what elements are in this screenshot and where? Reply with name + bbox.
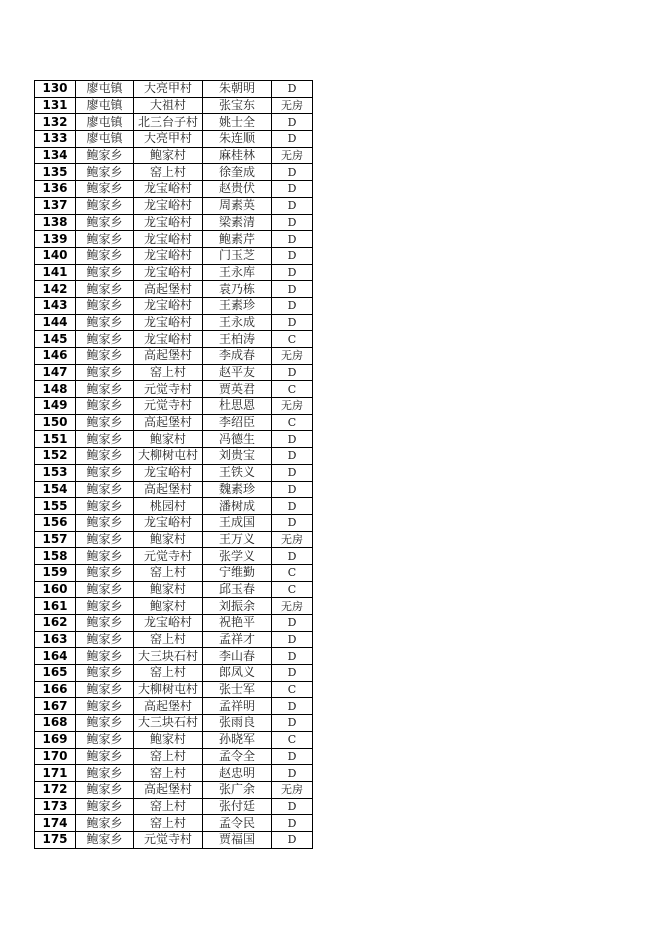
person-name-cell[interactable]: 李山春 xyxy=(203,648,272,665)
row-number-cell[interactable]: 138 xyxy=(35,214,76,231)
grade-cell[interactable]: D xyxy=(287,666,297,680)
grade-cell[interactable]: D xyxy=(287,833,297,847)
town-cell[interactable]: 鲍家乡 xyxy=(76,831,134,848)
row-number-cell[interactable]: 175 xyxy=(35,831,76,848)
table-row xyxy=(35,481,313,498)
grade-cell[interactable]: D xyxy=(287,232,297,246)
town-cell[interactable]: 鲍家乡 xyxy=(76,281,134,298)
row-number-cell[interactable]: 160 xyxy=(35,581,76,598)
table-row xyxy=(35,631,313,648)
town-cell[interactable]: 鲍家乡 xyxy=(76,615,134,632)
grade-cell[interactable]: 无房 xyxy=(281,532,303,546)
village-cell[interactable]: 龙宝峪村 xyxy=(134,247,203,264)
table-row xyxy=(35,414,313,431)
grade-cell[interactable]: C xyxy=(287,582,297,596)
row-number-cell[interactable]: 133 xyxy=(35,131,76,148)
village-cell[interactable]: 窑上村 xyxy=(134,564,203,581)
village-cell[interactable]: 大亮甲村 xyxy=(134,131,203,148)
table-row xyxy=(35,731,313,748)
grade-cell[interactable]: D xyxy=(287,115,297,129)
village-cell[interactable]: 元觉寺村 xyxy=(134,381,203,398)
person-name-cell[interactable]: 徐奎成 xyxy=(203,164,272,181)
town-cell[interactable]: 鲍家乡 xyxy=(76,164,134,181)
person-name-cell[interactable]: 朱朝明 xyxy=(203,81,272,98)
town-cell[interactable]: 鲍家乡 xyxy=(76,815,134,832)
person-name-cell[interactable]: 张士军 xyxy=(203,681,272,698)
table-row xyxy=(35,97,313,114)
town-cell[interactable]: 鲍家乡 xyxy=(76,297,134,314)
table-row xyxy=(35,381,313,398)
table-row xyxy=(35,831,313,848)
row-number-cell[interactable]: 169 xyxy=(35,731,76,748)
row-number-cell[interactable]: 140 xyxy=(35,247,76,264)
table-row xyxy=(35,348,313,365)
grade-cell[interactable]: 无房 xyxy=(281,599,303,613)
town-cell[interactable]: 鲍家乡 xyxy=(76,364,134,381)
table-row xyxy=(35,131,313,148)
village-cell[interactable]: 大亮甲村 xyxy=(134,81,203,98)
grade-cell[interactable]: D xyxy=(287,716,297,730)
person-name-cell[interactable]: 郎凤义 xyxy=(203,665,272,682)
table-row xyxy=(35,698,313,715)
person-name-cell[interactable]: 冯德生 xyxy=(203,431,272,448)
table-row xyxy=(35,665,313,682)
village-cell[interactable]: 龙宝峪村 xyxy=(134,264,203,281)
person-name-cell[interactable]: 王成国 xyxy=(203,514,272,531)
person-name-cell[interactable]: 李绍臣 xyxy=(203,414,272,431)
town-cell[interactable]: 廖屯镇 xyxy=(76,97,134,114)
row-number-cell[interactable]: 165 xyxy=(35,665,76,682)
row-number-cell[interactable]: 159 xyxy=(35,564,76,581)
table-row xyxy=(35,564,313,581)
row-number-cell[interactable]: 147 xyxy=(35,364,76,381)
town-cell[interactable]: 鲍家乡 xyxy=(76,731,134,748)
village-cell[interactable]: 鲍家村 xyxy=(134,431,203,448)
spreadsheet-table xyxy=(34,80,313,849)
grade-cell[interactable]: D xyxy=(287,165,297,179)
village-cell[interactable]: 鲍家村 xyxy=(134,731,203,748)
town-cell[interactable]: 鲍家乡 xyxy=(76,431,134,448)
village-cell[interactable]: 窑上村 xyxy=(134,798,203,815)
row-number-cell[interactable]: 168 xyxy=(35,715,76,732)
table-row xyxy=(35,514,313,531)
town-cell[interactable]: 鲍家乡 xyxy=(76,414,134,431)
table-row xyxy=(35,197,313,214)
person-name-cell[interactable]: 杜思恩 xyxy=(203,398,272,415)
row-number-cell[interactable]: 145 xyxy=(35,331,76,348)
person-name-cell[interactable]: 孟祥才 xyxy=(203,631,272,648)
village-cell[interactable]: 窑上村 xyxy=(134,765,203,782)
table-row xyxy=(35,81,313,98)
town-cell[interactable]: 鲍家乡 xyxy=(76,681,134,698)
person-name-cell[interactable]: 赵平友 xyxy=(203,364,272,381)
table-row xyxy=(35,765,313,782)
row-number-cell[interactable]: 130 xyxy=(35,81,76,98)
grade-cell[interactable]: 无房 xyxy=(281,149,303,163)
table-row xyxy=(35,314,313,331)
village-cell[interactable]: 高起堡村 xyxy=(134,781,203,798)
grade-cell[interactable]: D xyxy=(287,633,297,647)
table-row xyxy=(35,431,313,448)
person-name-cell[interactable]: 贾福国 xyxy=(203,831,272,848)
grade-cell[interactable]: D xyxy=(287,299,297,313)
row-number-cell[interactable]: 143 xyxy=(35,297,76,314)
person-name-cell[interactable]: 王铁义 xyxy=(203,464,272,481)
person-name-cell[interactable]: 潘树成 xyxy=(203,498,272,515)
person-name-cell[interactable]: 张付廷 xyxy=(203,798,272,815)
table-row xyxy=(35,247,313,264)
row-number-cell[interactable]: 132 xyxy=(35,114,76,131)
table-row xyxy=(35,331,313,348)
person-name-cell[interactable]: 王永成 xyxy=(203,314,272,331)
grade-cell[interactable]: D xyxy=(287,649,297,663)
person-name-cell[interactable]: 王柏涛 xyxy=(203,331,272,348)
table-row xyxy=(35,648,313,665)
town-cell[interactable]: 鲍家乡 xyxy=(76,498,134,515)
village-cell[interactable]: 大祖村 xyxy=(134,97,203,114)
town-cell[interactable]: 鲍家乡 xyxy=(76,648,134,665)
person-name-cell[interactable]: 鲍素芹 xyxy=(203,231,272,248)
grade-cell[interactable]: 无房 xyxy=(281,99,303,113)
village-cell[interactable]: 鲍家村 xyxy=(134,581,203,598)
village-cell[interactable]: 龙宝峪村 xyxy=(134,297,203,314)
row-number-cell[interactable]: 144 xyxy=(35,314,76,331)
town-cell[interactable]: 鲍家乡 xyxy=(76,514,134,531)
row-number-cell[interactable]: 148 xyxy=(35,381,76,398)
person-name-cell[interactable]: 贾英君 xyxy=(203,381,272,398)
table-row xyxy=(35,615,313,632)
grade-cell[interactable]: D xyxy=(287,699,297,713)
row-number-cell[interactable]: 172 xyxy=(35,781,76,798)
person-name-cell[interactable]: 朱连顺 xyxy=(203,131,272,148)
village-cell[interactable]: 窑上村 xyxy=(134,631,203,648)
village-cell[interactable]: 大三块石村 xyxy=(134,715,203,732)
grade-cell[interactable]: D xyxy=(287,132,297,146)
grade-cell[interactable]: D xyxy=(287,516,297,530)
village-cell[interactable]: 龙宝峪村 xyxy=(134,615,203,632)
person-name-cell[interactable]: 魏素珍 xyxy=(203,481,272,498)
village-cell[interactable]: 龙宝峪村 xyxy=(134,231,203,248)
village-cell[interactable]: 窑上村 xyxy=(134,815,203,832)
table-row xyxy=(35,264,313,281)
grade-cell[interactable]: C xyxy=(287,416,297,430)
grade-cell[interactable]: D xyxy=(287,199,297,213)
table-row xyxy=(35,181,313,198)
grade-cell[interactable]: D xyxy=(287,265,297,279)
town-cell[interactable]: 鲍家乡 xyxy=(76,481,134,498)
grade-cell[interactable]: D xyxy=(287,616,297,630)
table-row xyxy=(35,281,313,298)
person-name-cell[interactable]: 王永库 xyxy=(203,264,272,281)
row-number-cell[interactable]: 167 xyxy=(35,698,76,715)
town-cell[interactable]: 鲍家乡 xyxy=(76,665,134,682)
village-cell[interactable]: 鲍家村 xyxy=(134,598,203,615)
row-number-cell[interactable]: 153 xyxy=(35,464,76,481)
village-cell[interactable]: 窑上村 xyxy=(134,364,203,381)
table-row xyxy=(35,531,313,548)
person-name-cell[interactable]: 李成春 xyxy=(203,348,272,365)
table-row xyxy=(35,297,313,314)
grade-cell[interactable]: D xyxy=(287,466,297,480)
town-cell[interactable]: 鲍家乡 xyxy=(76,781,134,798)
person-name-cell[interactable]: 梁素清 xyxy=(203,214,272,231)
person-name-cell[interactable]: 祝艳平 xyxy=(203,615,272,632)
town-cell[interactable]: 鲍家乡 xyxy=(76,631,134,648)
row-number-cell[interactable]: 146 xyxy=(35,348,76,365)
village-cell[interactable]: 鲍家村 xyxy=(134,147,203,164)
table-row xyxy=(35,581,313,598)
grade-cell[interactable]: D xyxy=(287,282,297,296)
person-name-cell[interactable]: 周素英 xyxy=(203,197,272,214)
person-name-cell[interactable]: 孟令全 xyxy=(203,748,272,765)
person-name-cell[interactable]: 张广余 xyxy=(203,781,272,798)
town-cell[interactable]: 鲍家乡 xyxy=(76,264,134,281)
town-cell[interactable]: 鲍家乡 xyxy=(76,247,134,264)
person-name-cell[interactable]: 袁乃栋 xyxy=(203,281,272,298)
town-cell[interactable]: 鲍家乡 xyxy=(76,381,134,398)
person-name-cell[interactable]: 邱玉春 xyxy=(203,581,272,598)
village-cell[interactable]: 北三台子村 xyxy=(134,114,203,131)
table-row xyxy=(35,364,313,381)
village-cell[interactable]: 窑上村 xyxy=(134,164,203,181)
table-row xyxy=(35,598,313,615)
village-cell[interactable]: 鲍家村 xyxy=(134,531,203,548)
row-number-cell[interactable]: 158 xyxy=(35,548,76,565)
town-cell[interactable]: 鲍家乡 xyxy=(76,798,134,815)
person-name-cell[interactable]: 王万义 xyxy=(203,531,272,548)
table-row xyxy=(35,214,313,231)
person-name-cell[interactable]: 赵忠明 xyxy=(203,765,272,782)
town-cell[interactable]: 鲍家乡 xyxy=(76,348,134,365)
grade-cell[interactable]: D xyxy=(287,449,297,463)
grade-cell[interactable]: D xyxy=(287,549,297,563)
table-row xyxy=(35,798,313,815)
person-name-cell[interactable]: 孙晓军 xyxy=(203,731,272,748)
row-number-cell[interactable]: 139 xyxy=(35,231,76,248)
village-cell[interactable]: 大三块石村 xyxy=(134,648,203,665)
village-cell[interactable]: 龙宝峪村 xyxy=(134,514,203,531)
table-row xyxy=(35,164,313,181)
grade-cell[interactable]: C xyxy=(287,332,297,346)
town-cell[interactable]: 鲍家乡 xyxy=(76,765,134,782)
table-row xyxy=(35,715,313,732)
row-number-cell[interactable]: 162 xyxy=(35,615,76,632)
table-row xyxy=(35,231,313,248)
row-number-cell[interactable]: 151 xyxy=(35,431,76,448)
grade-cell[interactable]: D xyxy=(287,499,297,513)
town-cell[interactable]: 鲍家乡 xyxy=(76,448,134,465)
grade-cell[interactable]: 无房 xyxy=(281,783,303,797)
table-row xyxy=(35,448,313,465)
town-cell[interactable]: 鲍家乡 xyxy=(76,197,134,214)
person-name-cell[interactable]: 刘振余 xyxy=(203,598,272,615)
town-cell[interactable]: 鲍家乡 xyxy=(76,331,134,348)
table-row xyxy=(35,498,313,515)
town-cell[interactable]: 鲍家乡 xyxy=(76,231,134,248)
village-cell[interactable]: 窑上村 xyxy=(134,665,203,682)
grade-cell[interactable]: D xyxy=(287,816,297,830)
village-cell[interactable]: 龙宝峪村 xyxy=(134,314,203,331)
grade-cell[interactable]: D xyxy=(287,82,297,96)
grade-cell[interactable]: D xyxy=(287,366,297,380)
village-cell[interactable]: 高起堡村 xyxy=(134,698,203,715)
table-row xyxy=(35,464,313,481)
grade-cell[interactable]: D xyxy=(287,315,297,329)
grade-cell[interactable]: D xyxy=(287,766,297,780)
grade-cell[interactable]: C xyxy=(287,566,297,580)
grade-cell[interactable]: C xyxy=(287,733,297,747)
person-name-cell[interactable]: 张学义 xyxy=(203,548,272,565)
person-name-cell[interactable]: 张雨良 xyxy=(203,715,272,732)
town-cell[interactable]: 廖屯镇 xyxy=(76,131,134,148)
town-cell[interactable]: 鲍家乡 xyxy=(76,598,134,615)
town-cell[interactable]: 廖屯镇 xyxy=(76,81,134,98)
town-cell[interactable]: 鲍家乡 xyxy=(76,147,134,164)
town-cell[interactable]: 鲍家乡 xyxy=(76,531,134,548)
table-row xyxy=(35,114,313,131)
person-name-cell[interactable]: 麻桂林 xyxy=(203,147,272,164)
row-number-cell[interactable]: 173 xyxy=(35,798,76,815)
village-cell[interactable]: 元觉寺村 xyxy=(134,548,203,565)
town-cell[interactable]: 鲍家乡 xyxy=(76,748,134,765)
town-cell[interactable]: 鲍家乡 xyxy=(76,564,134,581)
row-number-cell[interactable]: 131 xyxy=(35,97,76,114)
grade-cell[interactable]: 无房 xyxy=(281,399,303,413)
table-row xyxy=(35,398,313,415)
row-number-cell[interactable]: 149 xyxy=(35,398,76,415)
row-number-cell[interactable]: 135 xyxy=(35,164,76,181)
table-row xyxy=(35,781,313,798)
village-cell[interactable]: 龙宝峪村 xyxy=(134,197,203,214)
table-row xyxy=(35,548,313,565)
town-cell[interactable]: 鲍家乡 xyxy=(76,548,134,565)
person-name-cell[interactable]: 张宝东 xyxy=(203,97,272,114)
row-number-cell[interactable]: 163 xyxy=(35,631,76,648)
town-cell[interactable]: 鲍家乡 xyxy=(76,314,134,331)
village-cell[interactable]: 高起堡村 xyxy=(134,281,203,298)
town-cell[interactable]: 廖屯镇 xyxy=(76,114,134,131)
grade-cell[interactable]: D xyxy=(287,432,297,446)
grade-cell[interactable]: C xyxy=(287,683,297,697)
village-cell[interactable]: 元觉寺村 xyxy=(134,831,203,848)
person-name-cell[interactable]: 王素珍 xyxy=(203,297,272,314)
person-name-cell[interactable]: 宁维勤 xyxy=(203,564,272,581)
row-number-cell[interactable]: 134 xyxy=(35,147,76,164)
table-row xyxy=(35,681,313,698)
row-number-cell[interactable]: 166 xyxy=(35,681,76,698)
person-name-cell[interactable]: 刘贵宝 xyxy=(203,448,272,465)
row-number-cell[interactable]: 170 xyxy=(35,748,76,765)
row-number-cell[interactable]: 156 xyxy=(35,514,76,531)
grade-cell[interactable]: D xyxy=(287,215,297,229)
person-name-cell[interactable]: 姚士全 xyxy=(203,114,272,131)
row-number-cell[interactable]: 174 xyxy=(35,815,76,832)
village-cell[interactable]: 大柳树屯村 xyxy=(134,681,203,698)
village-cell[interactable]: 龙宝峪村 xyxy=(134,331,203,348)
row-number-cell[interactable]: 150 xyxy=(35,414,76,431)
row-number-cell[interactable]: 152 xyxy=(35,448,76,465)
table-body xyxy=(35,81,313,849)
grade-cell[interactable]: D xyxy=(287,799,297,813)
grade-cell[interactable]: D xyxy=(287,249,297,263)
village-cell[interactable]: 窑上村 xyxy=(134,748,203,765)
person-name-cell[interactable]: 门玉芝 xyxy=(203,247,272,264)
town-cell[interactable]: 鲍家乡 xyxy=(76,398,134,415)
town-cell[interactable]: 鲍家乡 xyxy=(76,181,134,198)
row-number-cell[interactable]: 157 xyxy=(35,531,76,548)
table-row xyxy=(35,147,313,164)
row-number-cell[interactable]: 137 xyxy=(35,197,76,214)
village-cell[interactable]: 龙宝峪村 xyxy=(134,464,203,481)
town-cell[interactable]: 鲍家乡 xyxy=(76,581,134,598)
row-number-cell[interactable]: 171 xyxy=(35,765,76,782)
row-number-cell[interactable]: 136 xyxy=(35,181,76,198)
grade-cell[interactable]: D xyxy=(287,482,297,496)
town-cell[interactable]: 鲍家乡 xyxy=(76,464,134,481)
row-number-cell[interactable]: 142 xyxy=(35,281,76,298)
village-cell[interactable]: 高起堡村 xyxy=(134,414,203,431)
grade-cell[interactable]: 无房 xyxy=(281,349,303,363)
town-cell[interactable]: 鲍家乡 xyxy=(76,715,134,732)
village-cell[interactable]: 高起堡村 xyxy=(134,348,203,365)
table-row xyxy=(35,815,313,832)
person-name-cell[interactable]: 孟祥明 xyxy=(203,698,272,715)
row-number-cell[interactable]: 154 xyxy=(35,481,76,498)
row-number-cell[interactable]: 141 xyxy=(35,264,76,281)
village-cell[interactable]: 元觉寺村 xyxy=(134,398,203,415)
person-name-cell[interactable]: 赵贵伏 xyxy=(203,181,272,198)
table-row xyxy=(35,748,313,765)
town-cell[interactable]: 鲍家乡 xyxy=(76,698,134,715)
village-cell[interactable]: 大柳树屯村 xyxy=(134,448,203,465)
person-name-cell[interactable]: 孟令民 xyxy=(203,815,272,832)
row-number-cell[interactable]: 161 xyxy=(35,598,76,615)
row-number-cell[interactable]: 164 xyxy=(35,648,76,665)
town-cell[interactable]: 鲍家乡 xyxy=(76,214,134,231)
grade-cell[interactable]: D xyxy=(287,182,297,196)
grade-cell[interactable]: D xyxy=(287,749,297,763)
village-cell[interactable]: 龙宝峪村 xyxy=(134,181,203,198)
village-cell[interactable]: 高起堡村 xyxy=(134,481,203,498)
row-number-cell[interactable]: 155 xyxy=(35,498,76,515)
village-cell[interactable]: 龙宝峪村 xyxy=(134,214,203,231)
village-cell[interactable]: 桃园村 xyxy=(134,498,203,515)
grade-cell[interactable]: C xyxy=(287,382,297,396)
